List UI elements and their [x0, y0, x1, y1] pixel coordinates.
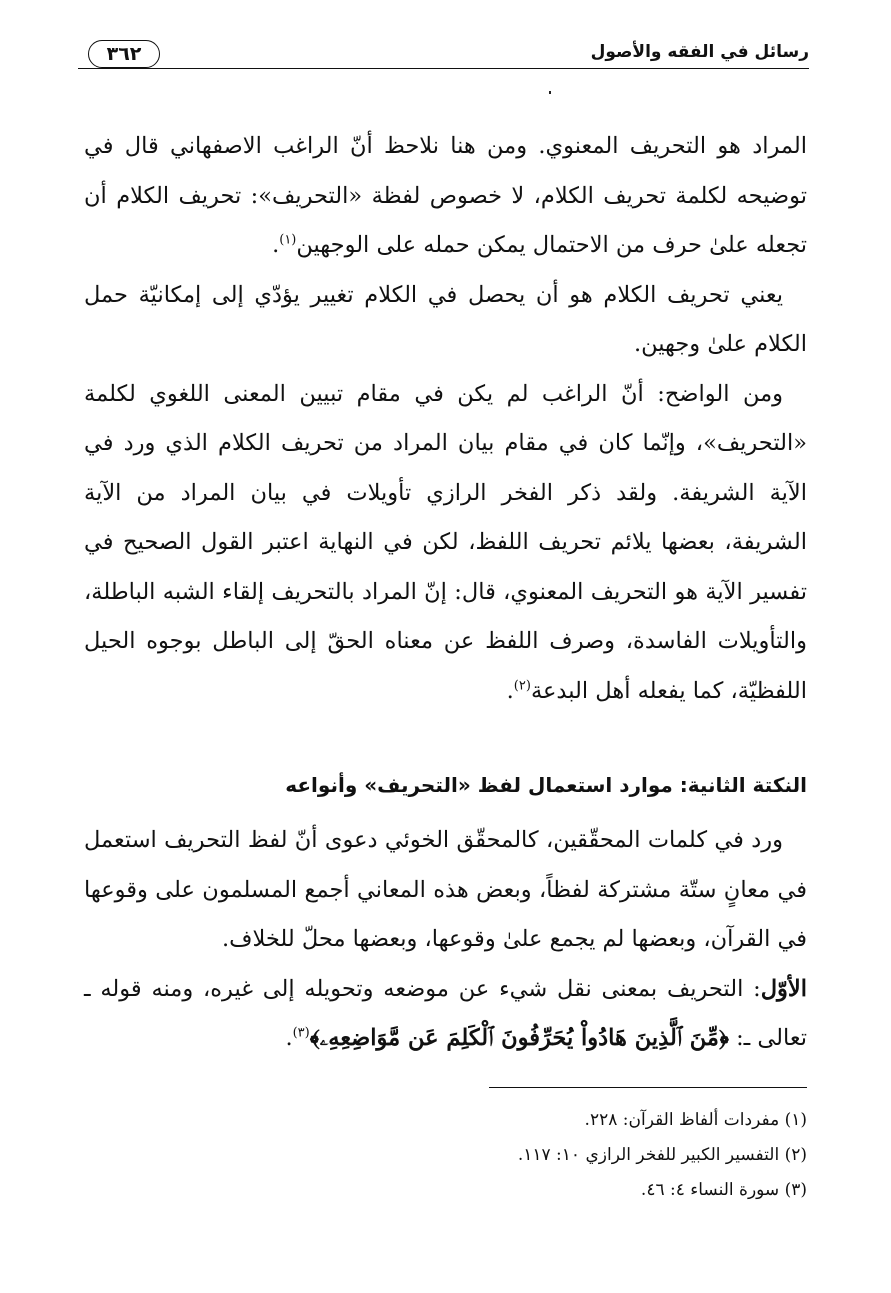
paragraph-1-period: .	[272, 232, 280, 258]
paragraph-5	[84, 965, 807, 1064]
page-header	[78, 36, 809, 72]
paragraph-3-period: .	[506, 677, 514, 704]
stray-mark	[549, 91, 551, 94]
footnote-3: (٣) سورة النساء ٤: ٤٦.	[640, 1180, 807, 1200]
section-text	[84, 816, 807, 1064]
footnote-1: (١) مفردات ألفاظ القرآن: ٢٢٨.	[584, 1110, 807, 1130]
footnote-ref-1: (١)	[279, 232, 297, 248]
paragraph-2: يعني تحريف الكلام هو أن يحصل في الكلام تغيير يؤدّي إلى إمكانيّة حمل الكلام علىٰ وجهين.	[84, 281, 807, 357]
main-text	[84, 122, 807, 716]
quran-verse: ﴿مِّنَ ٱلَّذِينَ هَادُواْ يُحَرِّفُونَ ٱلْكَلِمَ عَن مَّوَاضِعِهِۦ﴾	[309, 1025, 729, 1051]
footnote-rule	[489, 1087, 807, 1088]
paragraph-3-text: ومن الواضح: أنّ الراغب لم يكن في مقام تبيين المعنى اللغوي لكلمة «التحريف»، وإنّما كان في مقام بيان المراد من تحريف الكلام الذي ورد في الآية الشريفة. ولقد ذكر الفخر الرازي تأويلات في بيان المراد من الآية الشريفة، بعضها يلائم تحريف اللفظ، لكن في النهاية اعتبر القول الصحيح في تفسير الآية هو التحريف المعنوي، قال: إنّ المراد بالتحريف إلقاء الشبه الباطلة، والتأويلات الفاسدة، وصرف اللفظ عن معناه الحقّ إلى الباطل بوجوه الحيل اللفظيّة، كما يفعله أهل البدعة	[84, 380, 807, 704]
first-meaning-text: : التحريف بمعنى نقل شيء عن موضعه وتحويله إلى غيره، ومنه قوله ـ تعالى ـ:	[84, 975, 807, 1051]
footnote-2: (٢) التفسير الكبير للفخر الرازي ١٠: ١١٧.	[517, 1145, 807, 1165]
paragraph-4: ورد في كلمات المحقّقين، كالمحقّق الخوئي دعوى أنّ لفظ التحريف استعمل في معانٍ ستّة مشتركة لفظاً، وبعض هذه المعاني أجمع المسلمون على وقوعها في القرآن، وبعضها لم يجمع علىٰ وقوعها، وبعضها محلّ للخلاف.	[84, 827, 807, 952]
section-heading: النكتة الثانية: موارد استعمال لفظ «التحريف» وأنواعه	[285, 773, 807, 797]
paragraph-1	[84, 122, 807, 271]
paragraph-3	[84, 370, 807, 717]
first-meaning-label: الأوّل	[760, 975, 807, 1002]
footnote-ref-3: (٣)	[292, 1025, 310, 1041]
page-number-badge: ٣٦٢	[88, 40, 160, 68]
running-title: رسائل في الفقه والأصول	[590, 42, 809, 62]
footnote-ref-2: (٢)	[513, 678, 531, 693]
footnotes	[84, 1103, 807, 1208]
paragraph-5-period: .	[285, 1025, 293, 1051]
header-rule	[78, 68, 809, 69]
paragraph-1-text: المراد هو التحريف المعنوي. ومن هنا نلاحظ أنّ الراغب الاصفهاني قال في توضيحه لكلمة تحريف الكلام، لا خصوص لفظة «التحريف»: تحريف الكلام أن تجعله علىٰ حرف من الاحتمال يمكن حمله على الوجهين	[84, 133, 807, 258]
